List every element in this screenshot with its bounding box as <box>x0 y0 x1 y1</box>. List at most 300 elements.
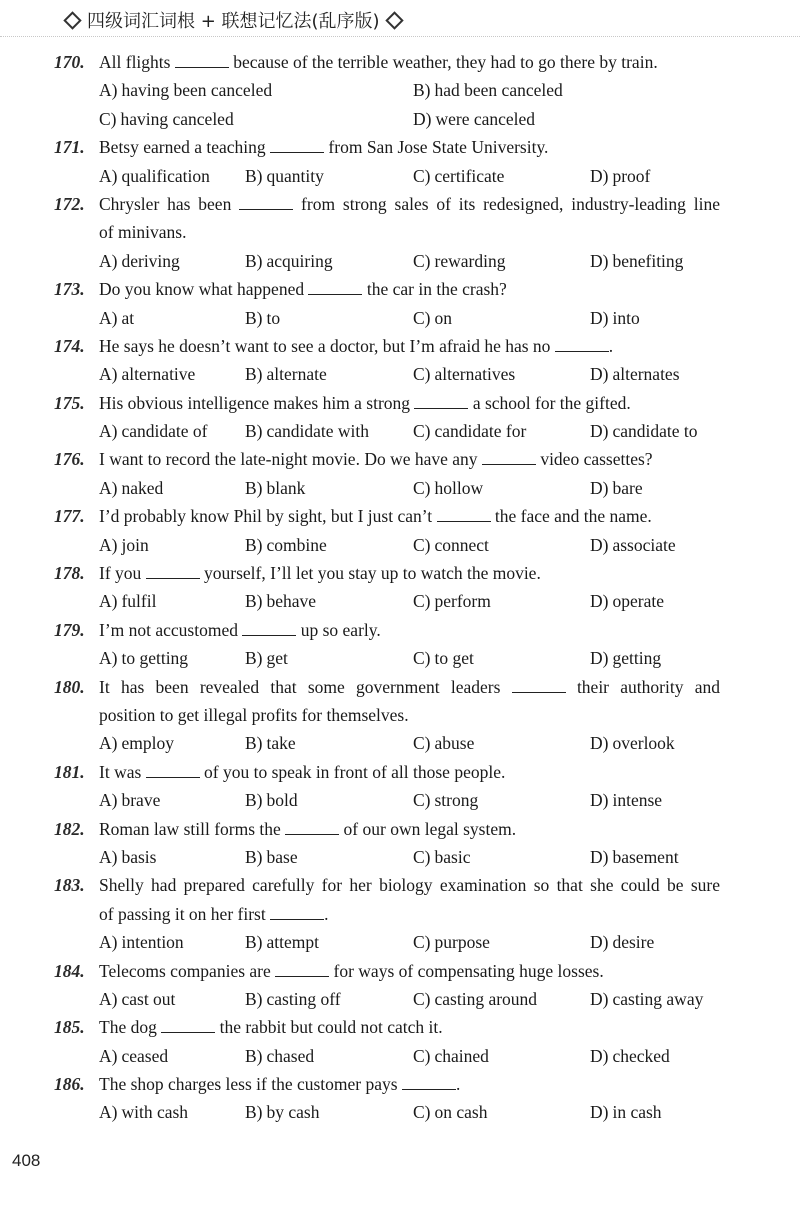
option-text: combine <box>266 534 327 555</box>
answer-option-b[interactable] <box>245 985 341 1013</box>
options-row <box>0 105 800 133</box>
answer-option-d[interactable] <box>590 417 698 445</box>
header-divider <box>0 36 800 37</box>
option-text: getting <box>612 648 662 669</box>
question-stem <box>0 957 800 985</box>
option-text: purpose <box>434 932 490 953</box>
answer-blank <box>414 392 468 409</box>
options-row <box>0 474 800 502</box>
answer-option-a[interactable] <box>99 843 156 871</box>
option-label: C) <box>413 932 431 953</box>
option-label: D) <box>590 307 609 328</box>
answer-blank <box>285 818 339 835</box>
option-text: alternatives <box>434 364 516 385</box>
answer-option-d[interactable] <box>590 1042 670 1070</box>
question-stem <box>0 559 800 587</box>
question-text: The dog the rabbit but could not catch it. <box>99 1017 443 1038</box>
diamond-icon <box>385 11 403 29</box>
option-text: on cash <box>434 1102 488 1123</box>
answer-option-b[interactable] <box>413 76 563 104</box>
option-text: in cash <box>612 1102 662 1123</box>
answer-option-d[interactable] <box>590 985 703 1013</box>
option-label: B) <box>245 165 263 186</box>
answer-option-c[interactable] <box>413 729 474 757</box>
question-text: I want to record the late-night movie. Do we have any video cassettes? <box>99 449 653 470</box>
answer-option-a[interactable] <box>99 162 210 190</box>
question-text: It was of you to speak in front of all those people. <box>99 761 506 782</box>
question-stem <box>0 673 800 701</box>
option-text: candidate of <box>121 421 208 442</box>
option-text: acquiring <box>266 250 333 271</box>
answer-blank <box>270 136 324 153</box>
question-number: 171. <box>54 137 85 158</box>
option-label: D) <box>590 733 609 754</box>
answer-option-b[interactable] <box>245 729 296 757</box>
option-label: C) <box>413 846 431 867</box>
option-label: D) <box>590 790 609 811</box>
option-label: D) <box>590 988 609 1009</box>
option-label: C) <box>413 988 431 1009</box>
answer-blank <box>402 1073 456 1090</box>
question-number: 178. <box>54 563 85 584</box>
answer-option-c[interactable] <box>413 304 452 332</box>
option-text: strong <box>434 790 479 811</box>
option-text: alternate <box>266 364 327 385</box>
question-text: All flights because of the terrible weather, they had to go there by train. <box>99 52 658 72</box>
options-row <box>0 417 800 445</box>
answer-option-b[interactable] <box>245 304 280 332</box>
answer-option-b[interactable] <box>245 360 327 388</box>
answer-option-b[interactable] <box>245 247 333 275</box>
answer-option-a[interactable] <box>99 531 149 559</box>
option-label: A) <box>99 932 118 953</box>
answer-option-b[interactable] <box>245 474 305 502</box>
option-text: intention <box>121 932 184 953</box>
answer-option-b[interactable] <box>245 928 319 956</box>
question-stem <box>0 190 800 218</box>
answer-option-c[interactable] <box>99 105 234 133</box>
option-label: D) <box>590 250 609 271</box>
answer-option-a[interactable] <box>99 985 175 1013</box>
answer-option-a[interactable] <box>99 247 180 275</box>
question-stem <box>0 389 800 417</box>
answer-blank <box>175 51 229 68</box>
options-row <box>0 247 800 275</box>
option-text: candidate for <box>434 421 527 442</box>
question-stem <box>0 48 800 76</box>
option-label: D) <box>590 421 609 442</box>
option-text: desire <box>612 932 655 953</box>
option-label: C) <box>413 250 431 271</box>
question-stem <box>0 332 800 360</box>
option-label: D) <box>590 1102 609 1123</box>
answer-option-c[interactable] <box>413 786 478 814</box>
question-number: 183. <box>54 875 85 896</box>
question-stem-continued <box>0 218 800 246</box>
question-number: 174. <box>54 335 85 356</box>
answer-blank <box>239 193 293 210</box>
option-text: at <box>121 307 135 328</box>
options-row <box>0 587 800 615</box>
options-row <box>0 531 800 559</box>
option-text: employ <box>121 733 174 754</box>
question-stem-continued <box>0 900 800 928</box>
option-text: to get <box>434 648 474 669</box>
answer-blank <box>555 335 609 352</box>
question-number: 182. <box>54 818 85 839</box>
answer-option-a[interactable] <box>99 474 163 502</box>
question-number: 181. <box>54 761 85 782</box>
option-label: B) <box>413 80 431 101</box>
option-text: base <box>266 846 298 867</box>
option-label: B) <box>245 534 263 555</box>
answer-option-d[interactable] <box>590 531 676 559</box>
question-stem <box>0 275 800 303</box>
option-text: casting away <box>612 988 704 1009</box>
option-text: connect <box>434 534 489 555</box>
answer-option-a[interactable] <box>99 928 184 956</box>
options-row <box>0 928 800 956</box>
option-text: deriving <box>121 250 180 271</box>
option-label: B) <box>245 733 263 754</box>
option-text: naked <box>121 477 164 498</box>
options-row <box>0 644 800 672</box>
option-text: overlook <box>612 733 675 754</box>
option-label: B) <box>245 648 263 669</box>
option-text: casting around <box>434 988 538 1009</box>
answer-option-b[interactable] <box>245 162 324 190</box>
question-number: 170. <box>54 52 85 72</box>
question-number: 184. <box>54 960 85 981</box>
option-text: behave <box>266 591 317 612</box>
running-header <box>58 6 409 34</box>
answer-option-c[interactable] <box>413 360 515 388</box>
option-label: A) <box>99 307 118 328</box>
answer-blank <box>275 960 329 977</box>
option-label: A) <box>99 1102 118 1123</box>
answer-option-b[interactable] <box>245 531 327 559</box>
option-label: D) <box>590 932 609 953</box>
option-label: D) <box>590 1045 609 1066</box>
question-text: I’d probably know Phil by sight, but I just can’t the face and the name. <box>99 506 652 527</box>
answer-blank <box>437 505 491 522</box>
options-row <box>0 360 800 388</box>
option-text: proof <box>612 165 651 186</box>
options-row <box>0 162 800 190</box>
answer-option-c[interactable] <box>413 644 474 672</box>
question-stem <box>0 871 800 899</box>
option-text: alternative <box>121 364 196 385</box>
option-label: D) <box>590 846 609 867</box>
question-number: 180. <box>54 676 85 697</box>
option-text: to <box>266 307 281 328</box>
answer-option-c[interactable] <box>413 1042 489 1070</box>
answer-option-b[interactable] <box>245 1098 319 1126</box>
options-row <box>0 1042 800 1070</box>
option-text: candidate to <box>612 421 698 442</box>
option-label: B) <box>245 790 263 811</box>
option-text: having canceled <box>120 108 234 129</box>
option-label: A) <box>99 421 118 442</box>
option-label: A) <box>99 988 118 1009</box>
answer-option-b[interactable] <box>245 786 298 814</box>
option-text: checked <box>612 1045 670 1066</box>
option-label: B) <box>245 1045 263 1066</box>
question-list <box>0 48 800 1127</box>
option-label: B) <box>245 1102 263 1123</box>
option-label: B) <box>245 364 263 385</box>
answer-option-d[interactable] <box>590 928 654 956</box>
header-title: 四级词汇词根 + 联想记忆法(乱序版) <box>87 11 380 32</box>
answer-option-b[interactable] <box>245 843 298 871</box>
answer-blank <box>161 1016 215 1033</box>
option-label: B) <box>245 591 263 612</box>
option-text: perform <box>434 591 491 612</box>
options-row <box>0 985 800 1013</box>
option-text: bare <box>612 477 643 498</box>
option-label: C) <box>413 165 431 186</box>
question-text: The shop charges less if the customer pays . <box>99 1074 461 1095</box>
question-stem <box>0 502 800 530</box>
option-label: C) <box>413 477 431 498</box>
question-stem <box>0 133 800 161</box>
option-label: B) <box>245 477 263 498</box>
answer-option-a[interactable] <box>99 417 207 445</box>
option-label: B) <box>245 932 263 953</box>
answer-option-a[interactable] <box>99 587 156 615</box>
question-number: 172. <box>54 193 85 214</box>
option-label: A) <box>99 250 118 271</box>
option-text: having been canceled <box>121 80 273 101</box>
answer-option-b[interactable] <box>245 644 288 672</box>
option-label: A) <box>99 790 118 811</box>
option-text: to getting <box>121 648 189 669</box>
answer-option-d[interactable] <box>590 587 664 615</box>
option-text: chased <box>266 1045 315 1066</box>
question-text: It has been revealed that some government leaders their authority and <box>99 676 720 697</box>
option-text: basis <box>121 846 157 867</box>
option-label: A) <box>99 648 118 669</box>
option-label: C) <box>413 733 431 754</box>
answer-option-d[interactable] <box>590 304 640 332</box>
option-label: B) <box>245 250 263 271</box>
answer-option-c[interactable] <box>413 474 483 502</box>
option-label: B) <box>245 846 263 867</box>
option-label: A) <box>99 846 118 867</box>
option-label: A) <box>99 364 118 385</box>
answer-option-c[interactable] <box>413 985 537 1013</box>
question-text: Chrysler has been from strong sales of its redesigned, industry-leading line <box>99 193 720 214</box>
options-row <box>0 76 800 104</box>
answer-option-a[interactable] <box>99 1098 188 1126</box>
answer-option-d[interactable] <box>590 1098 662 1126</box>
answer-option-c[interactable] <box>413 162 504 190</box>
option-label: A) <box>99 80 118 101</box>
question-number: 185. <box>54 1017 85 1038</box>
question-text: of minivans. <box>99 222 187 243</box>
option-label: D) <box>590 477 609 498</box>
question-text: Shelly had prepared carefully for her biology examination so that she could be sure <box>99 875 720 896</box>
option-label: C) <box>413 1102 431 1123</box>
question-number: 179. <box>54 619 85 640</box>
answer-option-c[interactable] <box>413 843 470 871</box>
answer-option-b[interactable] <box>245 417 369 445</box>
option-text: attempt <box>266 932 319 953</box>
answer-option-d[interactable] <box>590 729 675 757</box>
option-label: C) <box>413 307 431 328</box>
question-number: 175. <box>54 392 85 413</box>
option-text: get <box>266 648 288 669</box>
question-text: His obvious intelligence makes him a strong a school for the gifted. <box>99 392 631 413</box>
option-text: basic <box>434 846 471 867</box>
options-row <box>0 843 800 871</box>
question-text: He says he doesn’t want to see a doctor, but I’m afraid he has no . <box>99 335 614 356</box>
option-label: C) <box>413 790 431 811</box>
answer-option-c[interactable] <box>413 247 505 275</box>
options-row <box>0 1098 800 1126</box>
page-number: 408 <box>12 1151 41 1170</box>
option-text: casting off <box>266 988 341 1009</box>
option-text: rewarding <box>434 250 506 271</box>
options-row <box>0 304 800 332</box>
option-label: A) <box>99 733 118 754</box>
question-stem <box>0 758 800 786</box>
option-text: into <box>612 307 640 328</box>
answer-option-a[interactable] <box>99 360 195 388</box>
option-text: candidate with <box>266 421 370 442</box>
answer-option-a[interactable] <box>99 644 188 672</box>
option-label: C) <box>99 108 117 129</box>
option-label: A) <box>99 534 118 555</box>
answer-option-c[interactable] <box>413 531 489 559</box>
answer-option-a[interactable] <box>99 786 160 814</box>
option-label: D) <box>590 165 609 186</box>
question-number: 177. <box>54 506 85 527</box>
question-text: Betsy earned a teaching from San Jose State University. <box>99 137 549 158</box>
option-text: intense <box>612 790 663 811</box>
option-text: had been canceled <box>434 80 563 101</box>
question-stem <box>0 1013 800 1041</box>
answer-option-b[interactable] <box>245 587 316 615</box>
option-label: D) <box>413 108 432 129</box>
answer-blank <box>146 562 200 579</box>
option-text: were canceled <box>435 108 536 129</box>
answer-blank <box>146 761 200 778</box>
option-text: certificate <box>434 165 505 186</box>
question-text: If you yourself, I’ll let you stay up to watch the movie. <box>99 563 541 584</box>
option-text: abuse <box>434 733 475 754</box>
option-label: B) <box>245 307 263 328</box>
question-stem <box>0 445 800 473</box>
option-label: A) <box>99 477 118 498</box>
option-label: C) <box>413 421 431 442</box>
option-text: on <box>434 307 452 328</box>
option-text: operate <box>612 591 664 612</box>
option-text: brave <box>121 790 161 811</box>
option-text: chained <box>434 1045 489 1066</box>
option-text: associate <box>612 534 676 555</box>
answer-blank <box>308 278 362 295</box>
question-number: 176. <box>54 449 85 470</box>
diamond-icon <box>63 11 81 29</box>
answer-option-c[interactable] <box>413 928 490 956</box>
option-label: D) <box>590 591 609 612</box>
option-label: D) <box>590 364 609 385</box>
question-text: Roman law still forms the of our own legal system. <box>99 818 517 839</box>
option-text: basement <box>612 846 679 867</box>
answer-option-d[interactable] <box>413 105 535 133</box>
option-label: D) <box>590 534 609 555</box>
question-text: Do you know what happened the car in the crash? <box>99 279 507 300</box>
option-label: D) <box>590 648 609 669</box>
question-stem <box>0 815 800 843</box>
option-label: C) <box>413 648 431 669</box>
question-stem <box>0 616 800 644</box>
option-text: benefiting <box>612 250 684 271</box>
option-text: quantity <box>266 165 324 186</box>
options-row <box>0 786 800 814</box>
question-text: position to get illegal profits for themselves. <box>99 704 409 725</box>
question-text: I’m not accustomed up so early. <box>99 619 381 640</box>
answer-blank <box>482 448 536 465</box>
answer-blank <box>242 619 296 636</box>
option-label: A) <box>99 591 118 612</box>
question-number: 186. <box>54 1074 85 1095</box>
answer-option-d[interactable] <box>590 162 650 190</box>
option-text: qualification <box>121 165 210 186</box>
question-text: of passing it on her first . <box>99 903 329 924</box>
answer-option-c[interactable] <box>413 1098 487 1126</box>
question-stem <box>0 1070 800 1098</box>
answer-blank <box>512 676 566 693</box>
answer-option-c[interactable] <box>413 587 491 615</box>
option-text: by cash <box>266 1102 320 1123</box>
answer-option-d[interactable] <box>590 474 643 502</box>
option-text: bold <box>266 790 298 811</box>
option-text: with cash <box>121 1102 189 1123</box>
option-label: C) <box>413 1045 431 1066</box>
answer-blank <box>270 903 324 920</box>
option-text: join <box>121 534 149 555</box>
answer-option-d[interactable] <box>590 843 679 871</box>
answer-option-a[interactable] <box>99 76 272 104</box>
answer-option-c[interactable] <box>413 417 526 445</box>
answer-option-d[interactable] <box>590 360 680 388</box>
option-label: B) <box>245 988 263 1009</box>
answer-option-d[interactable] <box>590 644 661 672</box>
answer-option-d[interactable] <box>590 786 662 814</box>
question-text: Telecoms companies are for ways of compensating huge losses. <box>99 960 604 981</box>
option-label: A) <box>99 165 118 186</box>
answer-option-a[interactable] <box>99 1042 168 1070</box>
answer-option-b[interactable] <box>245 1042 314 1070</box>
option-text: hollow <box>434 477 484 498</box>
option-text: alternates <box>612 364 680 385</box>
question-number: 173. <box>54 279 85 300</box>
option-text: fulfil <box>121 591 157 612</box>
option-label: C) <box>413 591 431 612</box>
options-row <box>0 729 800 757</box>
answer-option-a[interactable] <box>99 304 134 332</box>
option-text: ceased <box>121 1045 169 1066</box>
option-text: take <box>266 733 296 754</box>
option-label: B) <box>245 421 263 442</box>
answer-option-a[interactable] <box>99 729 174 757</box>
question-stem-continued <box>0 701 800 729</box>
option-text: blank <box>266 477 306 498</box>
option-label: C) <box>413 364 431 385</box>
answer-option-d[interactable] <box>590 247 683 275</box>
